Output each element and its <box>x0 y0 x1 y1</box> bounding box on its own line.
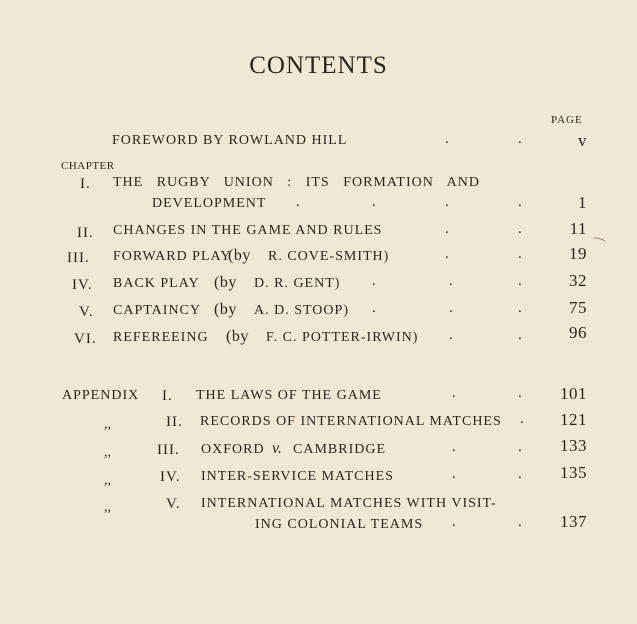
leader-dot: . <box>449 327 453 343</box>
leader-dot: . <box>452 439 456 455</box>
leader-dot: . <box>452 466 456 482</box>
appendix-number: II. <box>166 414 183 430</box>
chapter-title: FORWARD PLAY <box>113 249 232 264</box>
chapter-number: V. <box>79 304 94 320</box>
leader-dot: . <box>452 385 456 401</box>
chapter-title: BACK PLAY <box>113 276 200 291</box>
chapter-page-number: 19 <box>569 244 587 263</box>
leader-dot: . <box>449 300 453 316</box>
chapter-author: R. COVE-SMITH) <box>268 249 390 264</box>
chapter-author: D. R. GENT) <box>254 276 341 291</box>
chapter-title: CAPTAINCY <box>113 303 201 318</box>
chapter-title-continued: DEVELOPMENT <box>152 196 267 211</box>
appendix-number: IV. <box>160 469 181 485</box>
chapter-by: (by <box>214 274 237 291</box>
leader-dot: . <box>445 194 449 210</box>
appendix-page-number: 101 <box>560 384 587 403</box>
leader-dot: . <box>372 273 376 289</box>
chapter-page-number: 1 <box>578 193 587 212</box>
leader-dot: . <box>445 131 449 147</box>
appendix-page-number: 121 <box>560 410 587 429</box>
chapter-by: (by <box>228 247 251 264</box>
leader-dot: . <box>518 131 522 147</box>
appendix-number: V. <box>166 496 181 512</box>
foreword-title: FOREWORD BY ROWLAND HILL <box>112 133 348 148</box>
page-title: CONTENTS <box>249 52 388 79</box>
leader-dot: . <box>296 194 300 210</box>
chapter-title: THE RUGBY UNION : ITS FORMATION AND <box>113 175 480 190</box>
leader-dot: . <box>518 514 522 530</box>
leader-dot: . <box>518 385 522 401</box>
chapter-author: A. D. STOOP) <box>254 303 349 318</box>
chapter-page-number: 11 <box>569 219 587 238</box>
leader-dot: . <box>372 300 376 316</box>
leader-dot: . <box>518 300 522 316</box>
ditto-mark: ,, <box>104 500 111 515</box>
appendix-title: CAMBRIDGE <box>293 442 387 457</box>
leader-dot: . <box>449 273 453 289</box>
chapter-page-number: 96 <box>569 323 587 342</box>
chapter-page-number: 75 <box>569 298 587 317</box>
chapter-number: VI. <box>74 331 97 347</box>
leader-dot: . <box>518 246 522 262</box>
chapter-number: III. <box>67 250 90 266</box>
chapter-by: (by <box>226 328 249 345</box>
leader-dot: . <box>372 194 376 210</box>
appendix-title: RECORDS OF INTERNATIONAL MATCHES <box>200 414 502 429</box>
ditto-mark: ,, <box>104 445 111 460</box>
leader-dot: . <box>452 514 456 530</box>
margin-pencil-mark <box>591 236 606 245</box>
chapter-by: (by <box>214 301 237 318</box>
leader-dot: . <box>520 411 524 427</box>
ditto-mark: ,, <box>104 473 111 488</box>
leader-dot: . <box>518 221 522 237</box>
appendix-heading: APPENDIX <box>62 388 140 403</box>
chapter-page-number: 32 <box>569 271 587 290</box>
leader-dot: . <box>518 194 522 210</box>
leader-dot: . <box>518 327 522 343</box>
appendix-title-continued: ING COLONIAL TEAMS <box>255 517 424 532</box>
leader-dot: . <box>445 246 449 262</box>
chapter-number: IV. <box>72 277 93 293</box>
appendix-title: OXFORD <box>201 442 265 457</box>
appendix-versus: v. <box>272 440 282 457</box>
appendix-number: I. <box>162 388 173 404</box>
appendix-title: INTER-SERVICE MATCHES <box>201 469 394 484</box>
leader-dot: . <box>518 439 522 455</box>
chapter-title: CHANGES IN THE GAME AND RULES <box>113 223 383 238</box>
appendix-number: III. <box>157 442 180 458</box>
chapter-title: REFEREEING <box>113 330 209 345</box>
chapter-author: F. C. POTTER-IRWIN) <box>266 330 419 345</box>
appendix-page-number: 133 <box>560 436 587 455</box>
appendix-title: INTERNATIONAL MATCHES WITH VISIT- <box>201 496 497 511</box>
chapter-number: II. <box>77 225 94 241</box>
leader-dot: . <box>518 466 522 482</box>
chapter-column-heading: CHAPTER <box>61 160 115 172</box>
appendix-title: THE LAWS OF THE GAME <box>196 388 382 403</box>
appendix-page-number: 137 <box>560 512 587 531</box>
ditto-mark: ,, <box>104 417 111 432</box>
leader-dot: . <box>518 273 522 289</box>
chapter-number: I. <box>80 176 91 192</box>
leader-dot: . <box>445 221 449 237</box>
foreword-page-number: v <box>578 131 587 150</box>
page-column-heading: PAGE <box>551 114 583 126</box>
appendix-page-number: 135 <box>560 463 587 482</box>
